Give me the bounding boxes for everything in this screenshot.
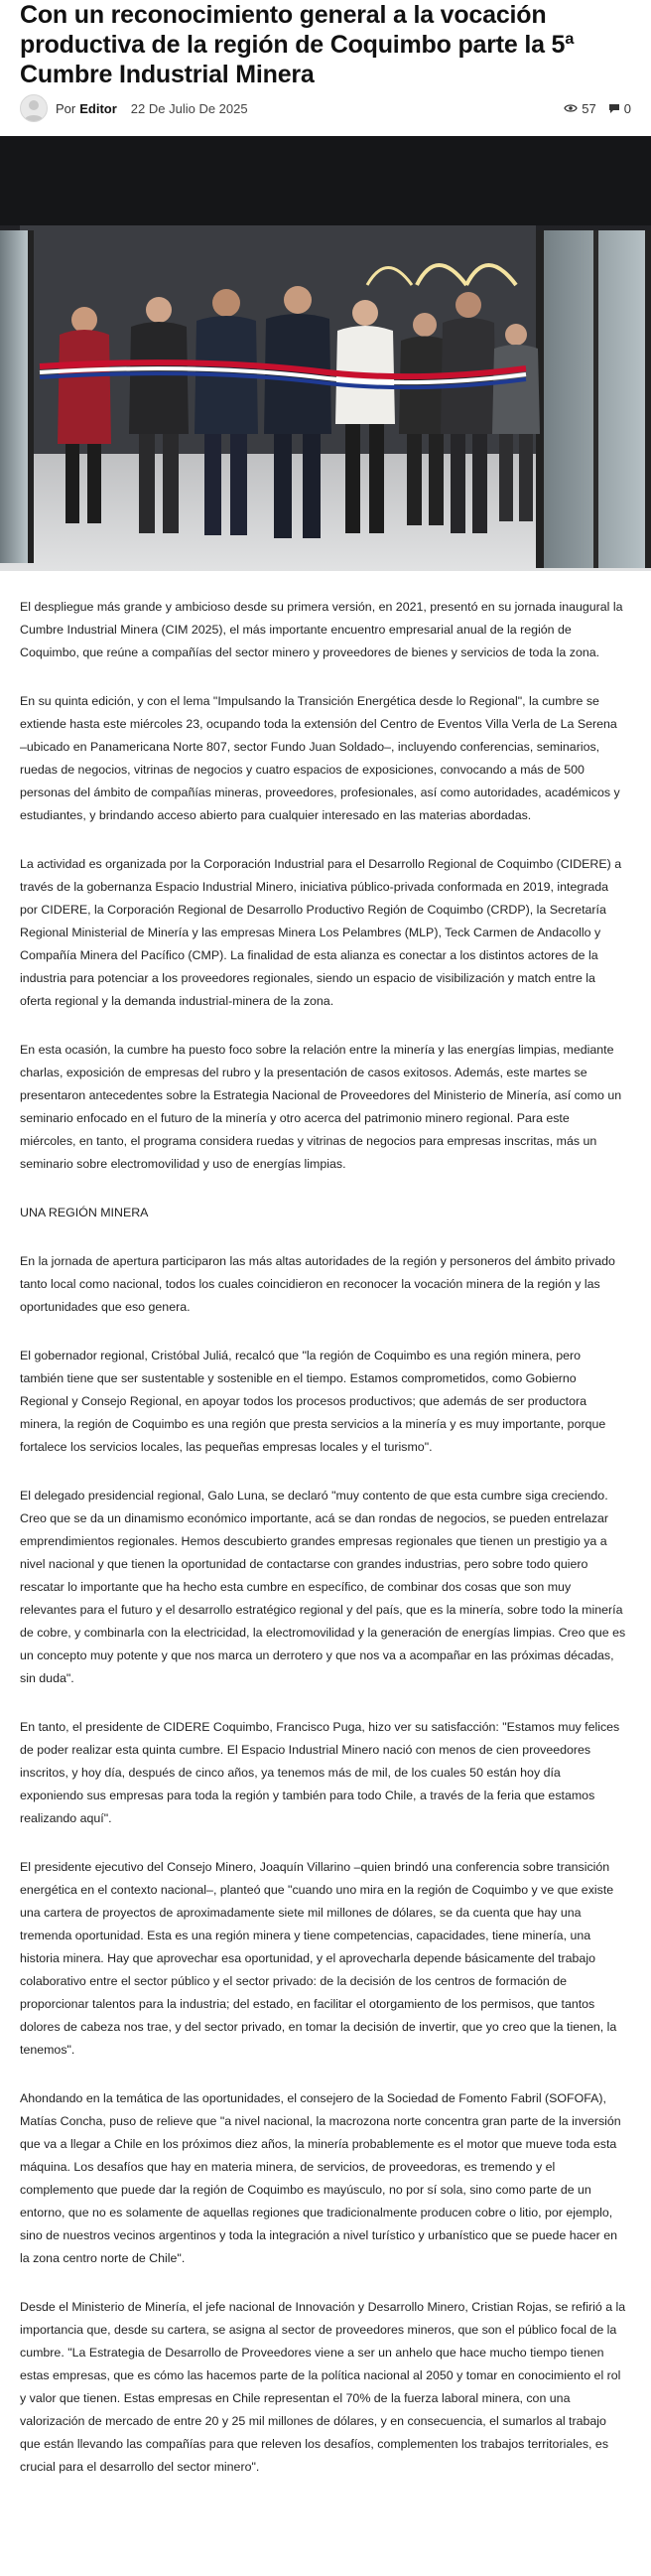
paragraph-10: Ahondando en la temática de las oportunidades, el consejero de la Sociedad de Fomento Fabril (SOFOFA), Matías Concha, puso de relieve que "a nivel nacional, la macrozona norte concentra gran parte de la inversión que va a llegar a Chile en los próximos diez años, la minería probablemente es el motor que mueve toda esta máquina. Los desafíos que hay en materia minera, de servicios, de proveedoras, es tremendo y el complemento que puede dar la región de Coquimbo es mayúsculo, no por sí sola, sino como parte de un entorno, que no es solamente de aquellas regiones que tradicionalmente producen cobre o litio, por ejemplo, sino de nuestros vecinos argentinos y toda la integración a nivel turístico y urbanístico que se puede hacer en la zona centro norte de Chile". [20, 2091, 621, 2265]
paragraph-6: El gobernador regional, Cristóbal Juliá, recalcó que "la región de Coquimbo es una región minera, pero también tiene que ser sustentable y sostenible en el tiempo. Estamos comprometidos, como Gobierno Regional y Consejo Regional, en apoyar todos los procesos productivos; que además de ser productora minera, la región de Coquimbo es una región que presta servicios a la minería y es muy importante, porque fortalece los servicios locales, las pequeñas empresas locales y el turismo". [20, 1349, 606, 1454]
comment-icon [608, 103, 620, 114]
article-meta [20, 94, 631, 122]
paragraph-2: En su quinta edición, y con el lema "Impulsando la Transición Energética desde lo Regional", la cumbre se extiende hasta este miércoles 23, ocupando toda la extensión del Centro de Eventos Villa Verla de La Serena –ubicado en Panamericana Norte 807, sector Fundo Juan Soldado–, incluyendo conferencias, seminarios, ruedas de negocios, vitrinas de negocios y cuatro espacios de exposiciones, convocando a más de 500 personas del ámbito de compañías mineras, proveedores, profesionales, así como autoridades, académicos y estudiantes, y brindando acceso abierto para cualquier interesado en las materias abordadas. [20, 694, 620, 822]
paragraph-3: La actividad es organizada por la Corporación Industrial para el Desarrollo Regional de Coquimbo (CIDERE) a través de la gobernanza Espacio Industrial Minero, iniciativa público-privada conformada en 2019, integrada por CIDERE, la Corporación Regional de Desarrollo Productivo Región de Coquimbo (CRDP), la Secretaría Regional Ministerial de Minería y las empresas Minera Los Pelambres (MLP), Teck Carmen de Andacollo y Compañía Minera del Pacífico (CMP). La finalidad de esta alianza es conectar a los distintos actores de la industria para potenciar a los proveedores regionales, siendo un espacio de visibilización y match entre la oferta regional y la demanda industrial-minera de la zona. [20, 857, 622, 1008]
views-value: 57 [582, 100, 596, 116]
comments-count[interactable] [608, 101, 631, 116]
paragraph-7: El delegado presidencial regional, Galo Luna, se declaró "muy contento de que esta cumbre siga creciendo. Creo que se da un dinamismo económico importante, acá se dan rondas de negocios, se pueden entrelazar emprendimientos regionales. Hemos descubierto grandes empresas regionales que tienen un prestigio ya a nivel nacional y que tienen la oportunidad de contactarse con grandes industrias, pero sobre todo quiero rescatar lo importante que ha hecho esta cumbre en específico, de combinar dos cosas que son muy relevantes para el futuro y el desarrollo estratégico regional y del país, que es la minería, sobre todo la minería de cobre, y combinarla con la electricidad, la electromovilidad y la generación de energías limpias. Creo que es un concepto muy potente y que nos marca un derrotero y que nos va a acompañar en las próximas décadas, sin duda". [20, 1489, 626, 1685]
article-title: Con un reconocimiento general a la vocación productiva de la región de Coquimbo parte la 5ª Cumbre Industrial Minera [20, 1, 575, 88]
section-subheading: UNA REGIÓN MINERA [20, 1206, 149, 1219]
paragraph-11: Desde el Ministerio de Minería, el jefe nacional de Innovación y Desarrollo Minero, Cristian Rojas, se refirió a la importancia que, desde su cartera, se asigna al sector de proveedores mineros, que son el público focal de la cumbre. "La Estrategia de Desarrollo de Proveedores viene a ser un anhelo que hace mucho tiempo tienen estas empresas, que es cómo las hacemos parte de la política nacional al 2050 y tomar en conocimiento el rol y valor que tienen. Estas empresas en Chile representan el 70% de la fuerza laboral minera, con una valorización de mercado de entre 20 y 25 mil millones de dólares, y en consecuencia, el sumarlos al trabajo que están llevando las compañías para que releven los desafíos, complementen los trabajos territoriales, es crucial para el desarrollo del sector minero". [20, 2300, 626, 2474]
paragraph-4: En esta ocasión, la cumbre ha puesto foco sobre la relación entre la minería y las energías limpias, mediante charlas, exposición de empresas del rubro y la presentación de casos exitosos. Además, este martes se presentaron antecedentes sobre la Estrategia Nacional de Proveedores del Ministerio de Minería, así como un seminario enfocado en el futuro de la minería y otro acerca del patrimonio minero regional. Para este miércoles, en tanto, el programa considera ruedas y vitrinas de negocios para empresas inscritas, más un seminario sobre electromovilidad y uso de energías limpias. [20, 1043, 622, 1171]
byline-prefix: Por [56, 100, 76, 116]
paragraph-1: El despliegue más grande y ambicioso desde su primera versión, en 2021, presentó en su jornada inaugural la Cumbre Industrial Minera (CIM 2025), el más importante encuentro empresarial anual de la región de Coquimbo, que reúne a compañías del sector minero y proveedores de bienes y servicios de toda la zona. [20, 600, 623, 659]
user-avatar-icon[interactable] [20, 94, 48, 122]
paragraph-8: En tanto, el presidente de CIDERE Coquimbo, Francisco Puga, hizo ver su satisfacción: "Estamos muy felices de poder realizar esta quinta cumbre. El Espacio Industrial Minero nació con menos de cien proveedores inscritos, y hoy día, después de cinco años, ya tenemos más de mil, de los cuales 50 están hoy día exponiendo sus empresas para toda la región y también para todo Chile, a través de la feria que estamos realizando aquí". [20, 1720, 620, 1825]
publish-date: 22 De Julio De 2025 [130, 100, 248, 116]
article-stats [564, 101, 631, 116]
article-body [20, 596, 627, 2504]
ribbon-cutting-illustration [0, 136, 651, 571]
hero-photo [0, 136, 651, 571]
views-count [564, 101, 595, 116]
paragraph-9: El presidente ejecutivo del Consejo Minero, Joaquín Villarino –quien brindó una conferencia sobre transición energética en el contexto nacional–, planteó que "cuando uno mira en la región de Coquimbo y ve que existe una cartera de proyectos de aproximadamente siete mil millones de dólares, se da cuenta que hay una tremenda oportunidad. Esta es una región minera y tiene competencias, capacidades, tiene minería, una historia minera. Hay que aprovechar esa oportunidad, y el aprovecharla depende básicamente del trabajo colaborativo entre el sector público y el sector privado: de la decisión de los centros de formación de proporcionar talentos para la industria; del estado, en facilitar el otorgamiento de los permisos, que tantos dolores de cabeza nos trae, y del sector privado, en tomar la decisión de invertir, que yo creo que la tienen, la tenemos". [20, 1860, 617, 2057]
comments-value: 0 [623, 100, 631, 116]
eye-icon [564, 103, 578, 113]
paragraph-5: En la jornada de apertura participaron las más altas autoridades de la región y personeros del ámbito privado tanto local como nacional, todos los cuales coincidieron en reconocer la vocación minera de la región y las oportunidades que eso genera. [20, 1254, 615, 1314]
avatar-silhouette [21, 95, 47, 121]
author-link[interactable]: Editor [79, 100, 117, 116]
